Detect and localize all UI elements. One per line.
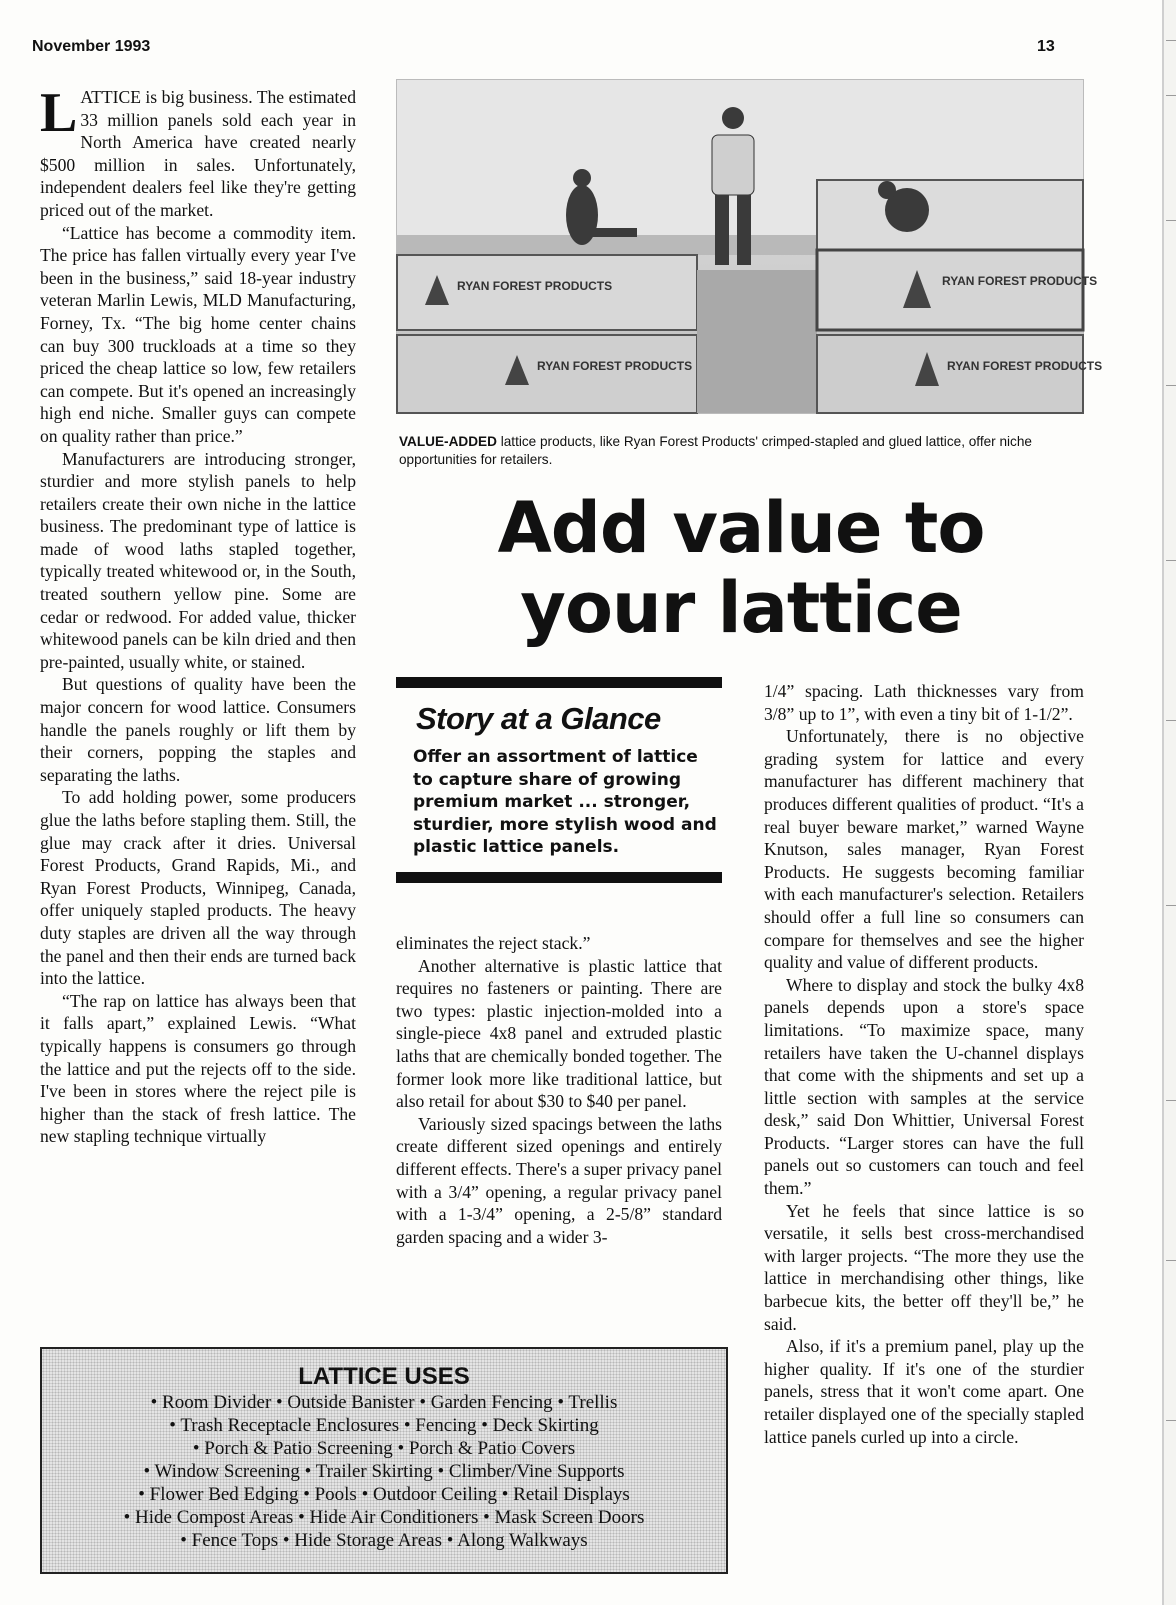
article-paragraph: Yet he feels that since lattice is so versatile, it sells best cross-merchandised with larger projects. “The more they use the lattice in merchandising other things, like barbecue kits, the better off they'll be,” he said. [764, 1200, 1084, 1334]
lattice-uses-line: • Window Screening • Trailer Skirting • Climber/Vine Supports [143, 1461, 625, 1482]
photo-label: RYAN FOREST PRODUCTS [947, 359, 1103, 373]
drop-cap: L [40, 82, 78, 144]
glance-bottom-rule [396, 872, 722, 883]
issue-date: November 1993 [32, 38, 151, 55]
article-paragraph: Also, if it's a premium panel, play up the higher quality. If it's one of the sturdier panels, stress that it won't come apart. One retailer displayed one of the specially stapled lattice panels curled up into a circle. [764, 1336, 1084, 1447]
article-paragraph: But questions of quality have been the major concern for wood lattice. Consumers handle the panels roughly or lift them by their corners, popping the staples and separating the laths. [40, 674, 356, 785]
lattice-uses-line: • Flower Bed Edging • Pools • Outdoor Ceiling • Retail Displays [138, 1484, 630, 1505]
glance-top-rule [396, 677, 722, 688]
lattice-uses-title: LATTICE USES [298, 1363, 470, 1390]
lattice-uses-box [40, 1347, 728, 1574]
photo-label: RYAN FOREST PRODUCTS [457, 279, 613, 293]
article-paragraph: Variously sized spacings between the laths create different sized openings and entirely different effects. There's a super privacy panel with a 3/4” opening, a regular privacy panel with a 1-3/4” opening, a 2-5/8” standard garden spacing and a wider 3- [396, 1113, 722, 1247]
story-at-a-glance-box [396, 677, 722, 883]
article-column-2 [396, 932, 722, 1248]
lattice-uses-line: • Room Divider • Outside Banister • Garden Fencing • Trellis [150, 1392, 618, 1413]
photo-label: RYAN FOREST PRODUCTS [537, 359, 693, 373]
lattice-uses-line: • Porch & Patio Screening • Porch & Patio Covers [192, 1438, 576, 1459]
lattice-uses-line: • Trash Receptacle Enclosures • Fencing • Deck Skirting [169, 1415, 599, 1436]
article-column-1 [40, 82, 356, 1148]
headline-line: your lattice [520, 567, 962, 649]
article-paragraph: Where to display and stock the bulky 4x8 panels depends upon a store's space limitations. “To maximize space, many retailers have taken the U-channel displays that come with the shipments and set up a little section with samples at the service desk,” said Don Whittier, Universal Forest Products. “Larger stores can have the full panels out so customers can touch and feel them.” [764, 974, 1084, 1199]
headline-line: Add value to [497, 487, 985, 569]
article-paragraph: eliminates the reject stack.” [396, 933, 591, 953]
article-column-3 [764, 680, 1084, 1448]
page-number: 13 [1037, 38, 1055, 55]
glance-body: Offer an assortment of lattice to capture share of growing premium market ... stronger, sturdier, more stylish wood and plastic lattice panels. [413, 747, 717, 857]
article-paragraph: “The rap on lattice has always been that it falls apart,” explained Lewis. “What typically happens is consumers go through the lattice and put the rejects off to the side. I've been in stores where the reject pile is higher than the stack of fresh lattice. The new stapling technique virtually [40, 990, 356, 1147]
headline [396, 488, 1086, 648]
article-paragraph: LATTICE is big business. The estimated 33 million panels sold each year in North America have created nearly $500 million in sales. Unfortunately, independent dealers feel like they're getting priced out of the market. [40, 82, 356, 220]
article-paragraph: 1/4” spacing. Lath thicknesses vary from 3/8” up to 1”, with even a tiny bit of 1-1/2”. [764, 681, 1084, 724]
page-edge [1164, 0, 1176, 1605]
glance-title: Story at a Glance [416, 701, 661, 736]
article-paragraph: “Lattice has become a commodity item. The price has fallen virtually every year I've been in the business,” said 18-year industry veteran Marlin Lewis, MLD Manufacturing, Forney, Tx. “The big home center chains can buy 300 truckloads at a time so they priced the cheap lattice so low, few retailers can compete. But it's opened an increasingly high end niche. Smaller guys can compete on quality rather than price.” [40, 222, 356, 446]
article-paragraph: Unfortunately, there is no objective grading system for lattice and every manufacturer has different machinery that produces different qualities of product. “It's a real buyer beware market,” warned Wayne Knutson, sales manager, Ryan Forest Products. He suggests becoming familiar with each manufacturer's selection. Retailers should offer a full line so consumers can compare for themselves and see the higher quality and value of different products. [764, 726, 1084, 973]
lattice-photo [396, 79, 1103, 414]
article-paragraph: To add holding power, some producers glue the laths before stapling them. Still, the glue may crack after it dries. Universal Forest Products, Grand Rapids, Mi., and Ryan Forest Products, Winnipeg, Canada, offer uniquely stapled products. The heavy duty staples are driven all the way through the panel and then their ends are turned back into the lattice. [40, 787, 356, 989]
lattice-uses-line: • Fence Tops • Hide Storage Areas • Along Walkways [180, 1530, 588, 1551]
photo-caption: VALUE-ADDED lattice products, like Ryan Forest Products' crimped-stapled and glued lattice, offer niche opportunities for retailers. [399, 434, 1032, 467]
lattice-uses-line: • Hide Compost Areas • Hide Air Conditioners • Mask Screen Doors [123, 1507, 645, 1528]
photo-illustration [397, 80, 1103, 413]
photo-label: RYAN FOREST PRODUCTS [942, 274, 1098, 288]
article-paragraph: Another alternative is plastic lattice that requires no fasteners or painting. There are two types: plastic injection-molded into a single-piece 4x8 panel and extruded plastic laths that are chemically bonded together. The former look more like traditional lattice, but also retail for about $30 to $40 per panel. [396, 955, 722, 1112]
article-paragraph: Manufacturers are introducing stronger, sturdier and more stylish panels to help retailers create their own niche in the lattice business. The predominant type of lattice is made of wood laths stapled together, typically treated whitewood or, in the South, treated southern yellow pine. Some are cedar or redwood. For added value, thicker whitewood panels can be kiln dried and then pre-painted, usually white, or stained. [40, 448, 356, 672]
